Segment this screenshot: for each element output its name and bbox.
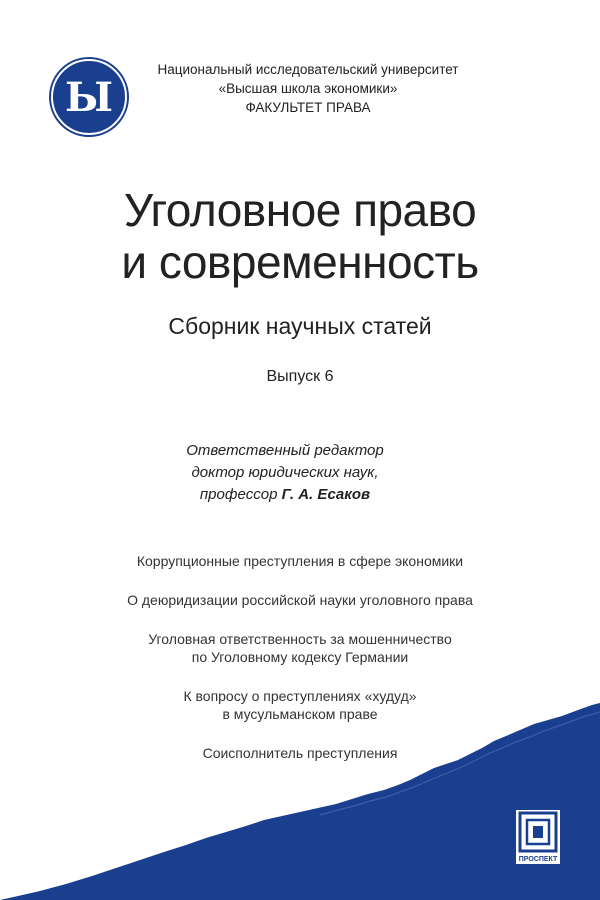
contents-item <box>110 591 490 609</box>
issue-number: Выпуск 6 <box>266 368 334 385</box>
contents-item-line-2: в мусульманском праве <box>222 706 378 722</box>
contents-item-line-1: О деюридизации российской науки уголовного права <box>127 592 473 608</box>
editor-block <box>150 440 420 506</box>
faculty-name: ФАКУЛЬТЕТ ПРАВА <box>245 100 371 115</box>
contents-item-line-1: Уголовная ответственность за мошенничество <box>148 631 452 647</box>
contents-item-line-1: К вопросу о преступлениях «худуд» <box>183 688 417 704</box>
hse-logo-icon <box>48 56 130 138</box>
prospekt-logo-icon <box>516 810 560 864</box>
book-title <box>0 184 600 288</box>
svg-text:Ы: Ы <box>64 74 114 121</box>
book-subtitle: Сборник научных статей <box>168 313 432 339</box>
university-name: Национальный исследовательский университет <box>157 62 459 77</box>
publisher-name: ПРОСПЕКТ <box>518 856 558 863</box>
editor-role: Ответственный редактор <box>186 442 384 459</box>
editor-name: Г. А. Есаков <box>281 486 371 503</box>
contents-item-line-1: Коррупционные преступления в сфере экономики <box>136 553 464 569</box>
contents-item-line-2: по Уголовному кодексу Германии <box>191 649 409 665</box>
contents-item <box>110 687 490 723</box>
book-title-line-2: и современность <box>121 236 479 288</box>
editor-degree: доктор юридических наук, <box>191 464 379 481</box>
university-block <box>138 60 478 117</box>
book-title-line-1: Уголовное право <box>123 184 477 236</box>
contents-item <box>110 552 490 570</box>
editor-name-line <box>150 484 420 506</box>
contents-item <box>110 744 490 762</box>
contents-list <box>110 552 490 783</box>
contents-item-line-1: Соисполнитель преступления <box>202 745 398 761</box>
contents-item <box>110 630 490 666</box>
university-school: «Высшая школа экономики» <box>218 81 398 96</box>
editor-title: профессор <box>199 486 278 503</box>
